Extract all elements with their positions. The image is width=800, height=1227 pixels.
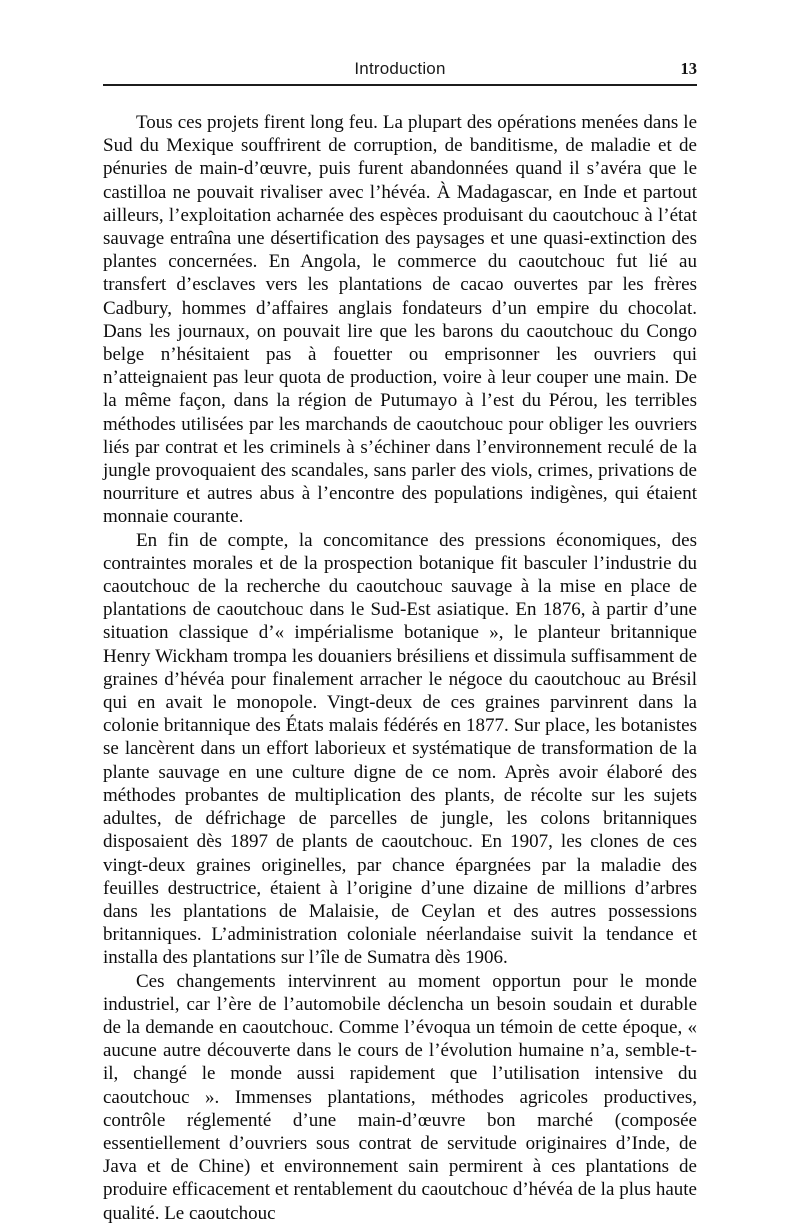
running-head-title: Introduction: [354, 59, 446, 78]
paragraph-2: En fin de compte, la concomitance des pressions économiques, des contraintes morales et de la prospection botanique fit basculer l’industrie du caoutchouc de la recherche du caoutchouc sauvage à la mise en place de plantations de caoutchouc dans le Sud-Est asiatique. En 1876, à partir d’une situation classique d’« impérialisme botanique », le planteur britannique Henry Wickham trompa les douaniers brésiliens et dissimula suffisamment de graines d’hévéa pour finalement arracher le négoce du caoutchouc au Brésil qui en avait le monopole. Vingt-deux de ces graines parvinrent dans la colonie britannique des États malais fédérés en 1877. Sur place, les botanistes se lancèrent dans un effort laborieux et systématique de transformation de la plante sauvage en une culture digne de ce nom. Après avoir élaboré des méthodes probantes de multiplication des plants, de récolte sur les sujets adultes, de défrichage de parcelles de jungle, les colons britanniques disposaient dès 1897 de plants de caoutchouc. En 1907, les clones de ces vingt-deux graines originelles, par chance épargnées par la maladie des feuilles destructrice, étaient à l’origine d’une dizaine de millions d’arbres dans les plantations de Malaisie, de Ceylan et des autres possessions britanniques. L’administration coloniale néerlandaise suivit la tendance et installa des plantations sur l’île de Sumatra dès 1906.: [103, 529, 697, 969]
paragraph-1: Tous ces projets firent long feu. La plupart des opérations menées dans le Sud du Mexique souffrirent de corruption, de banditisme, de maladie et de pénuries de main-d’œuvre, puis furent abandonnées quand il s’avéra que le castilloa ne pouvait rivaliser avec l’hévéa. À Madagascar, en Inde et partout ailleurs, l’exploitation acharnée des espèces produisant du caoutchouc à l’état sauvage entraîna une désertification des paysages et une quasi-extinction des plantes concernées. En Angola, le commerce du caoutchouc fut lié au transfert d’esclaves vers les plantations de cacao ouvertes par les frères Cadbury, hommes d’affaires anglais fondateurs d’un empire du chocolat. Dans les journaux, on pouvait lire que les barons du caoutchouc du Congo belge n’hésitaient pas à fouetter ou emprisonner les ouvriers qui n’atteignaient pas leur quota de production, voire à leur couper une main. De la même façon, dans la région de Putumayo à l’est du Pérou, les terribles méthodes utilisées par les marchands de caoutchouc pour obliger les ouvriers liés par contrat et les criminels à s’échiner dans l’environnement reculé de la jungle provoquaient des scandales, sans parler des viols, crimes, privations de nourriture et autres abus à l’encontre des populations indigènes, qui étaient monnaie courante.: [103, 112, 697, 528]
paragraph-3: Ces changements intervinrent au moment opportun pour le monde industriel, car l’ère de l’automobile déclencha un besoin soudain et durable de la demande en caoutchouc. Comme l’évoqua un témoin de cette époque, « aucune autre découverte dans le cours de l’évolution humaine n’a, semble-t-il, changé le monde aussi rapidement que l’utilisation intensive du caoutchouc ». Immenses plantations, méthodes agricoles productives, contrôle réglementé d’une main-d’œuvre bon marché (composée essentiellement d’ouvriers sous contrat de servitude originaires d’Inde, de Java et de Chine) et environnement sain permirent à ces plantations de produire efficacement et rentablement du caoutchouc d’hévéa de la plus haute qualité. Le caoutchouc: [103, 970, 697, 1224]
header-rule: [103, 84, 697, 86]
page-header: [103, 58, 697, 80]
page-number: 13: [680, 59, 697, 78]
page-body: [103, 111, 697, 1225]
